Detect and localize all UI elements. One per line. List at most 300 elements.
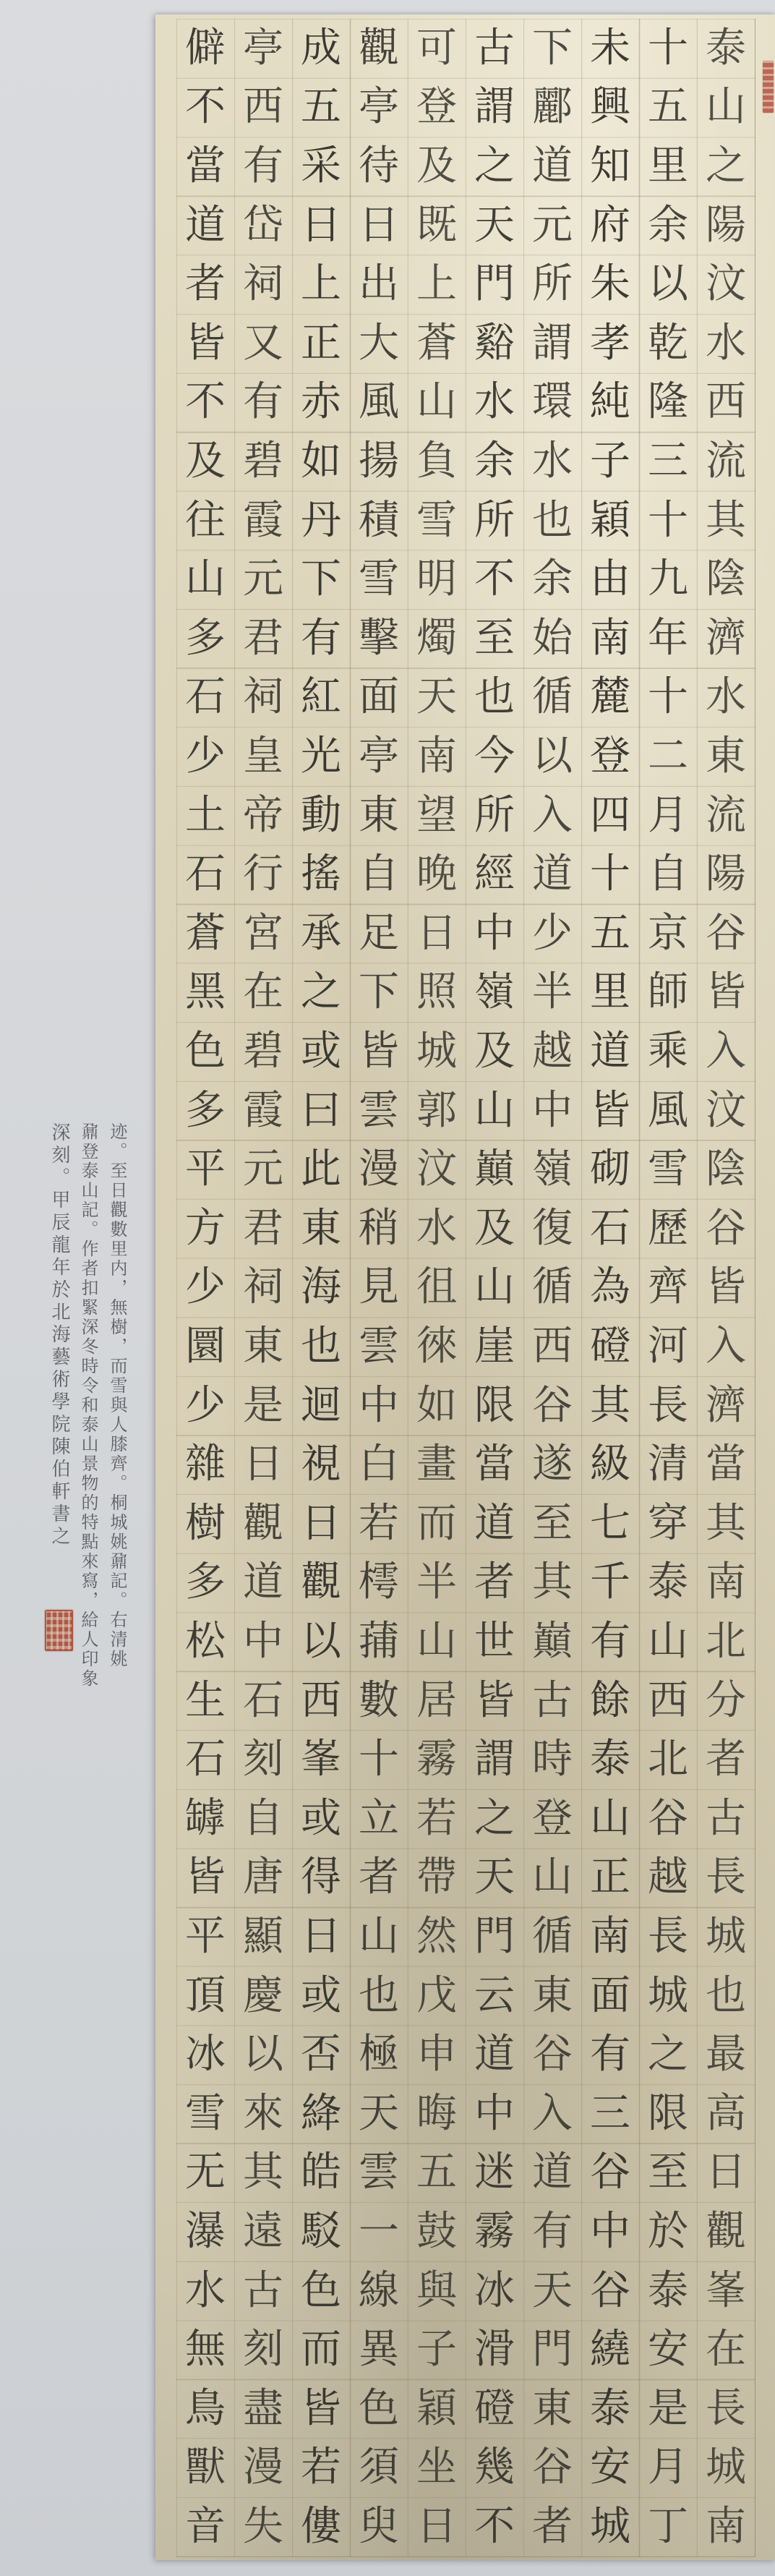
calligraphy-char-cell: 世 bbox=[474, 1617, 515, 1665]
calligraphy-char-cell: 樹 bbox=[185, 1499, 226, 1547]
calligraphy-char-cell: 限 bbox=[648, 2089, 688, 2137]
calligraphy-char-cell: 陽 bbox=[706, 201, 746, 249]
calligraphy-char-cell: 雪 bbox=[185, 2089, 226, 2137]
calligraphy-char-cell: 東 bbox=[706, 732, 746, 780]
calligraphy-char-cell: 生 bbox=[185, 1676, 226, 1724]
calligraphy-char-cell: 石 bbox=[590, 1204, 630, 1252]
calligraphy-char-cell: 動 bbox=[301, 791, 341, 839]
calligraphy-char-cell: 其 bbox=[243, 2149, 283, 2196]
calligraphy-char-cell: 出 bbox=[359, 260, 399, 308]
calligraphy-char-cell: 徠 bbox=[416, 1322, 457, 1370]
calligraphy-char-cell: 穿 bbox=[648, 1499, 688, 1547]
calligraphy-char-cell: 谷 bbox=[532, 2444, 573, 2491]
calligraphy-char-cell: 下 bbox=[359, 968, 399, 1016]
calligraphy-char-cell: 或 bbox=[301, 1971, 341, 2019]
calligraphy-char-cell: 頂 bbox=[185, 1971, 226, 2019]
calligraphy-char-cell: 漫 bbox=[359, 1146, 399, 1193]
calligraphy-char-cell: 峯 bbox=[706, 2266, 746, 2314]
calligraphy-char-cell: 遂 bbox=[532, 1441, 573, 1488]
calligraphy-char-cell: 漫 bbox=[243, 2444, 283, 2491]
calligraphy-char-cell: 半 bbox=[416, 1558, 457, 1606]
calligraphy-char-cell: 照 bbox=[416, 968, 457, 1016]
calligraphy-char-cell: 山 bbox=[416, 378, 457, 426]
calligraphy-char-cell: 純 bbox=[590, 378, 630, 426]
calligraphy-char-cell: 有 bbox=[590, 1617, 630, 1665]
calligraphy-char-cell: 帝 bbox=[243, 791, 283, 839]
calligraphy-char-cell: 其 bbox=[532, 1558, 573, 1606]
calligraphy-char-cell: 搖 bbox=[301, 850, 341, 898]
calligraphy-char-cell: 君 bbox=[243, 1204, 283, 1252]
calligraphy-char-cell: 望 bbox=[416, 791, 457, 839]
calligraphy-char-cell: 君 bbox=[243, 614, 283, 662]
calligraphy-char-cell: 道 bbox=[532, 142, 573, 189]
calligraphy-char-cell: 罅 bbox=[185, 1794, 226, 1842]
calligraphy-char-cell: 所 bbox=[474, 791, 515, 839]
calligraphy-char-cell: 采 bbox=[301, 142, 341, 189]
calligraphy-char-cell: 無 bbox=[185, 2326, 226, 2374]
calligraphy-char-cell: 面 bbox=[359, 673, 399, 721]
calligraphy-char-cell: 磴 bbox=[590, 1322, 630, 1370]
calligraphy-char-cell: 知 bbox=[590, 142, 630, 189]
calligraphy-char-cell: 天 bbox=[474, 201, 515, 249]
calligraphy-char-cell: 當 bbox=[706, 1441, 746, 1488]
calligraphy-char-cell: 十 bbox=[648, 24, 688, 72]
calligraphy-char-cell: 水 bbox=[416, 1204, 457, 1252]
calligraphy-char-cell: 刻 bbox=[243, 2326, 283, 2374]
calligraphy-char-cell: 崖 bbox=[474, 1322, 515, 1370]
calligraphy-char-cell: 水 bbox=[474, 378, 515, 426]
calligraphy-char-cell: 色 bbox=[185, 1027, 226, 1075]
calligraphy-char-cell: 在 bbox=[706, 2326, 746, 2374]
calligraphy-char-cell: 徂 bbox=[416, 1263, 457, 1311]
calligraphy-char-cell: 刻 bbox=[243, 1736, 283, 1783]
calligraphy-char-cell: 在 bbox=[243, 968, 283, 1016]
calligraphy-char-cell: 七 bbox=[590, 1499, 630, 1547]
colophon-column-2: 鼐登泰山記。作者扣緊深冬時令和泰山景物的特點來寫，給人印象 bbox=[78, 1122, 98, 1689]
calligraphy-char-cell: 天 bbox=[416, 673, 457, 721]
text-column-5 bbox=[466, 19, 523, 2556]
calligraphy-char-cell: 酈 bbox=[532, 83, 573, 131]
calligraphy-char-cell: 水 bbox=[185, 2266, 226, 2314]
calligraphy-char-cell: 隆 bbox=[648, 378, 688, 426]
calligraphy-char-cell: 城 bbox=[648, 1971, 688, 2019]
calligraphy-char-cell: 磴 bbox=[474, 2384, 515, 2432]
calligraphy-char-cell: 上 bbox=[416, 260, 457, 308]
calligraphy-char-cell: 不 bbox=[185, 83, 226, 131]
calligraphy-char-cell: 所 bbox=[532, 260, 573, 308]
calligraphy-char-cell: 不 bbox=[185, 378, 226, 426]
calligraphy-char-cell: 南 bbox=[706, 2502, 746, 2550]
calligraphy-char-cell: 清 bbox=[648, 1441, 688, 1488]
calligraphy-char-cell: 城 bbox=[706, 2444, 746, 2491]
calligraphy-char-cell: 色 bbox=[301, 2266, 341, 2314]
calligraphy-char-cell: 皆 bbox=[185, 1854, 226, 1901]
calligraphy-char-cell: 泰 bbox=[648, 1558, 688, 1606]
calligraphy-char-cell: 成 bbox=[301, 24, 341, 72]
calligraphy-char-cell: 經 bbox=[474, 850, 515, 898]
calligraphy-char-cell: 郭 bbox=[416, 1086, 457, 1134]
calligraphy-char-cell: 師 bbox=[648, 968, 688, 1016]
calligraphy-char-cell: 谷 bbox=[706, 909, 746, 957]
calligraphy-char-cell: 不 bbox=[474, 555, 515, 603]
calligraphy-char-cell: 其 bbox=[706, 1499, 746, 1547]
calligraphy-char-cell: 丹 bbox=[301, 496, 341, 544]
calligraphy-char-cell: 觀 bbox=[706, 2207, 746, 2255]
calligraphy-char-cell: 日 bbox=[416, 909, 457, 957]
calligraphy-char-cell: 面 bbox=[590, 1971, 630, 2019]
calligraphy-char-cell: 亭 bbox=[359, 732, 399, 780]
text-column-4 bbox=[523, 19, 581, 2556]
calligraphy-char-cell: 赤 bbox=[301, 378, 341, 426]
calligraphy-char-cell: 十 bbox=[648, 496, 688, 544]
calligraphy-char-cell: 十 bbox=[590, 850, 630, 898]
calligraphy-char-cell: 中 bbox=[532, 1086, 573, 1134]
calligraphy-char-cell: 而 bbox=[301, 2326, 341, 2374]
calligraphy-char-cell: 四 bbox=[590, 791, 630, 839]
calligraphy-char-cell: 慶 bbox=[243, 1971, 283, 2019]
calligraphy-char-cell: 濟 bbox=[706, 1381, 746, 1429]
calligraphy-char-cell: 山 bbox=[359, 1912, 399, 1960]
calligraphy-char-cell: 谷 bbox=[532, 2031, 573, 2078]
calligraphy-char-cell: 是 bbox=[243, 1381, 283, 1429]
calligraphy-char-cell: 明 bbox=[416, 555, 457, 603]
text-column-7 bbox=[350, 19, 408, 2556]
calligraphy-char-cell: 者 bbox=[359, 1854, 399, 1901]
calligraphy-char-cell: 正 bbox=[590, 1854, 630, 1901]
calligraphy-char-cell: 谷 bbox=[648, 1794, 688, 1842]
calligraphy-char-cell: 坐 bbox=[416, 2444, 457, 2491]
calligraphy-char-cell: 中 bbox=[243, 1617, 283, 1665]
calligraphy-char-cell: 三 bbox=[648, 437, 688, 485]
calligraphy-char-cell: 泰 bbox=[706, 24, 746, 72]
calligraphy-char-cell: 至 bbox=[532, 1499, 573, 1547]
calligraphy-char-cell: 由 bbox=[590, 555, 630, 603]
calligraphy-char-cell: 始 bbox=[532, 614, 573, 662]
calligraphy-char-cell: 樗 bbox=[359, 1558, 399, 1606]
calligraphy-char-cell: 曰 bbox=[301, 1086, 341, 1134]
calligraphy-char-cell: 西 bbox=[532, 1322, 573, 1370]
calligraphy-char-cell: 峯 bbox=[301, 1736, 341, 1783]
calligraphy-char-cell: 長 bbox=[648, 1912, 688, 1960]
calligraphy-char-cell: 子 bbox=[416, 2326, 457, 2374]
calligraphy-char-cell: 之 bbox=[706, 142, 746, 189]
calligraphy-char-cell: 石 bbox=[185, 673, 226, 721]
calligraphy-char-cell: 月 bbox=[648, 791, 688, 839]
calligraphy-char-cell: 觀 bbox=[301, 1558, 341, 1606]
calligraphy-char-cell: 雜 bbox=[185, 1441, 226, 1488]
calligraphy-char-cell: 自 bbox=[359, 850, 399, 898]
calligraphy-char-cell: 有 bbox=[532, 2207, 573, 2255]
calligraphy-char-cell: 戊 bbox=[416, 1971, 457, 2019]
calligraphy-char-cell: 下 bbox=[301, 555, 341, 603]
calligraphy-char-cell: 月 bbox=[648, 2444, 688, 2491]
calligraphy-char-cell: 而 bbox=[416, 1499, 457, 1547]
calligraphy-char-cell: 海 bbox=[301, 1263, 341, 1311]
calligraphy-char-cell: 千 bbox=[590, 1558, 630, 1606]
calligraphy-char-cell: 蒼 bbox=[185, 909, 226, 957]
calligraphy-char-cell: 十 bbox=[648, 673, 688, 721]
calligraphy-char-cell: 西 bbox=[648, 1676, 688, 1724]
calligraphy-char-cell: 水 bbox=[706, 673, 746, 721]
calligraphy-char-cell: 道 bbox=[474, 2031, 515, 2078]
calligraphy-char-cell: 級 bbox=[590, 1441, 630, 1488]
calligraphy-char-cell: 汶 bbox=[416, 1146, 457, 1193]
calligraphy-char-cell: 觀 bbox=[359, 24, 399, 72]
calligraphy-char-cell: 若 bbox=[359, 1499, 399, 1547]
calligraphy-char-cell: 不 bbox=[474, 2502, 515, 2550]
calligraphy-char-cell: 水 bbox=[706, 319, 746, 367]
calligraphy-char-cell: 幾 bbox=[474, 2444, 515, 2491]
calligraphy-char-cell: 燭 bbox=[416, 614, 457, 662]
calligraphy-char-cell: 亭 bbox=[359, 83, 399, 131]
calligraphy-char-cell: 谿 bbox=[474, 319, 515, 367]
calligraphy-char-cell: 也 bbox=[301, 1322, 341, 1370]
calligraphy-char-cell: 巔 bbox=[532, 1617, 573, 1665]
calligraphy-char-cell: 也 bbox=[706, 1971, 746, 2019]
calligraphy-char-cell: 霧 bbox=[416, 1736, 457, 1783]
calligraphy-char-cell: 稍 bbox=[359, 1204, 399, 1252]
calligraphy-char-cell: 穎 bbox=[590, 496, 630, 544]
calligraphy-char-cell: 道 bbox=[185, 201, 226, 249]
calligraphy-char-cell: 无 bbox=[185, 2149, 226, 2196]
calligraphy-char-cell: 或 bbox=[301, 1027, 341, 1075]
calligraphy-char-cell: 歷 bbox=[648, 1204, 688, 1252]
calligraphy-char-cell: 正 bbox=[301, 319, 341, 367]
calligraphy-char-cell: 少 bbox=[185, 732, 226, 780]
calligraphy-char-cell: 嶺 bbox=[474, 968, 515, 1016]
calligraphy-char-cell: 三 bbox=[590, 2089, 630, 2137]
text-column-9 bbox=[234, 19, 292, 2556]
calligraphy-char-cell: 可 bbox=[416, 24, 457, 72]
calligraphy-char-cell: 南 bbox=[416, 732, 457, 780]
calligraphy-char-cell: 負 bbox=[416, 437, 457, 485]
calligraphy-char-cell: 谷 bbox=[590, 2149, 630, 2196]
calligraphy-char-cell: 高 bbox=[706, 2089, 746, 2137]
calligraphy-char-cell: 日 bbox=[243, 1441, 283, 1488]
calligraphy-char-cell: 長 bbox=[648, 1381, 688, 1429]
calligraphy-char-cell: 立 bbox=[359, 1794, 399, 1842]
calligraphy-char-cell: 雲 bbox=[359, 2149, 399, 2196]
calligraphy-char-cell: 得 bbox=[301, 1854, 341, 1901]
calligraphy-char-cell: 圜 bbox=[185, 1322, 226, 1370]
calligraphy-char-cell: 余 bbox=[648, 201, 688, 249]
calligraphy-char-cell: 東 bbox=[301, 1204, 341, 1252]
calligraphy-char-cell: 五 bbox=[301, 83, 341, 131]
calligraphy-char-cell: 河 bbox=[648, 1322, 688, 1370]
calligraphy-char-cell: 孝 bbox=[590, 319, 630, 367]
calligraphy-char-cell: 其 bbox=[590, 1381, 630, 1429]
calligraphy-char-cell: 皆 bbox=[706, 968, 746, 1016]
calligraphy-char-cell: 當 bbox=[185, 142, 226, 189]
calligraphy-char-cell: 里 bbox=[648, 142, 688, 189]
calligraphy-char-cell: 光 bbox=[301, 732, 341, 780]
text-column-3 bbox=[581, 19, 639, 2556]
calligraphy-char-cell: 及 bbox=[474, 1027, 515, 1075]
calligraphy-char-cell: 黑 bbox=[185, 968, 226, 1016]
calligraphy-char-cell: 西 bbox=[243, 83, 283, 131]
calligraphy-char-cell: 有 bbox=[590, 2031, 630, 2078]
calligraphy-char-cell: 谷 bbox=[706, 1204, 746, 1252]
calligraphy-char-cell: 謂 bbox=[532, 319, 573, 367]
calligraphy-char-cell: 齊 bbox=[648, 1263, 688, 1311]
calligraphy-char-cell: 府 bbox=[590, 201, 630, 249]
calligraphy-char-cell: 謂 bbox=[474, 1736, 515, 1783]
calligraphy-char-cell: 流 bbox=[706, 437, 746, 485]
calligraphy-char-cell: 若 bbox=[301, 2444, 341, 2491]
calligraphy-char-cell: 居 bbox=[416, 1676, 457, 1724]
artist-seal bbox=[45, 1610, 73, 1651]
calligraphy-char-cell: 未 bbox=[590, 24, 630, 72]
calligraphy-char-cell: 及 bbox=[185, 437, 226, 485]
calligraphy-char-cell: 穎 bbox=[416, 2384, 457, 2432]
calligraphy-char-cell: 皆 bbox=[474, 1676, 515, 1724]
calligraphy-char-cell: 若 bbox=[416, 1794, 457, 1842]
calligraphy-char-cell: 東 bbox=[359, 791, 399, 839]
calligraphy-char-cell: 鼓 bbox=[416, 2207, 457, 2255]
calligraphy-char-cell: 中 bbox=[474, 2089, 515, 2137]
calligraphy-char-cell: 獸 bbox=[185, 2444, 226, 2491]
calligraphy-char-cell: 泰 bbox=[590, 2384, 630, 2432]
calligraphy-char-cell: 皆 bbox=[590, 1086, 630, 1134]
calligraphy-char-cell: 山 bbox=[474, 1263, 515, 1311]
calligraphy-char-cell: 天 bbox=[359, 2089, 399, 2137]
calligraphy-char-cell: 南 bbox=[590, 1912, 630, 1960]
text-grid bbox=[176, 19, 755, 2557]
calligraphy-char-cell: 入 bbox=[706, 1027, 746, 1075]
calligraphy-char-cell: 者 bbox=[474, 1558, 515, 1606]
calligraphy-char-cell: 祠 bbox=[243, 1263, 283, 1311]
calligraphy-char-cell: 皆 bbox=[359, 1027, 399, 1075]
calligraphy-char-cell: 谷 bbox=[532, 1381, 573, 1429]
calligraphy-char-cell: 五 bbox=[416, 2149, 457, 2196]
calligraphy-char-cell: 道 bbox=[243, 1558, 283, 1606]
text-column-1 bbox=[697, 19, 755, 2556]
calligraphy-char-cell: 流 bbox=[706, 791, 746, 839]
calligraphy-char-cell: 積 bbox=[359, 496, 399, 544]
calligraphy-char-cell: 道 bbox=[532, 850, 573, 898]
calligraphy-char-cell: 日 bbox=[359, 201, 399, 249]
calligraphy-char-cell: 長 bbox=[706, 2384, 746, 2432]
calligraphy-char-cell: 也 bbox=[474, 673, 515, 721]
calligraphy-char-cell: 云 bbox=[474, 1971, 515, 2019]
calligraphy-char-cell: 循 bbox=[532, 673, 573, 721]
calligraphy-char-cell: 紅 bbox=[301, 673, 341, 721]
calligraphy-char-cell: 其 bbox=[706, 496, 746, 544]
calligraphy-char-cell: 日 bbox=[301, 201, 341, 249]
calligraphy-char-cell: 西 bbox=[706, 378, 746, 426]
calligraphy-char-cell: 往 bbox=[185, 496, 226, 544]
calligraphy-char-cell: 承 bbox=[301, 909, 341, 957]
calligraphy-char-cell: 及 bbox=[474, 1204, 515, 1252]
calligraphy-char-cell: 巔 bbox=[474, 1146, 515, 1193]
calligraphy-char-cell: 最 bbox=[706, 2031, 746, 2078]
calligraphy-char-cell: 東 bbox=[532, 2384, 573, 2432]
calligraphy-char-cell: 朱 bbox=[590, 260, 630, 308]
calligraphy-char-cell: 天 bbox=[474, 1854, 515, 1901]
calligraphy-char-cell: 京 bbox=[648, 909, 688, 957]
calligraphy-char-cell: 道 bbox=[532, 2149, 573, 2196]
calligraphy-char-cell: 陰 bbox=[706, 1146, 746, 1193]
calligraphy-char-cell: 足 bbox=[359, 909, 399, 957]
calligraphy-char-cell: 盡 bbox=[243, 2384, 283, 2432]
calligraphy-char-cell: 二 bbox=[648, 732, 688, 780]
calligraphy-char-cell: 麓 bbox=[590, 673, 630, 721]
calligraphy-char-cell: 余 bbox=[474, 437, 515, 485]
text-column-10 bbox=[176, 19, 234, 2556]
calligraphy-char-cell: 如 bbox=[416, 1381, 457, 1429]
calligraphy-char-cell: 此 bbox=[301, 1146, 341, 1193]
calligraphy-char-cell: 長 bbox=[706, 1854, 746, 1901]
calligraphy-char-cell: 山 bbox=[532, 1854, 573, 1901]
calligraphy-char-cell: 異 bbox=[359, 2326, 399, 2374]
colophon-column-1: 迹。至日觀數里内，無樹，而雪與人膝齊。桐城姚鼐記。右清姚 bbox=[107, 1122, 127, 1669]
calligraphy-char-cell: 道 bbox=[474, 1499, 515, 1547]
calligraphy-char-cell: 陰 bbox=[706, 555, 746, 603]
calligraphy-char-cell: 北 bbox=[648, 1736, 688, 1783]
calligraphy-char-cell: 中 bbox=[359, 1381, 399, 1429]
calligraphy-char-cell: 泰 bbox=[648, 2266, 688, 2314]
calligraphy-char-cell: 唐 bbox=[243, 1854, 283, 1901]
calligraphy-char-cell: 之 bbox=[648, 2031, 688, 2078]
calligraphy-char-cell: 為 bbox=[590, 1263, 630, 1311]
calligraphy-char-cell: 谷 bbox=[590, 2266, 630, 2314]
calligraphy-char-cell: 臾 bbox=[359, 2502, 399, 2550]
calligraphy-char-cell: 帶 bbox=[416, 1854, 457, 1901]
calligraphy-char-cell: 門 bbox=[474, 1912, 515, 1960]
calligraphy-char-cell: 申 bbox=[416, 2031, 457, 2078]
calligraphy-char-cell: 僂 bbox=[301, 2502, 341, 2550]
calligraphy-char-cell: 自 bbox=[243, 1794, 283, 1842]
calligraphy-char-cell: 限 bbox=[474, 1381, 515, 1429]
calligraphy-char-cell: 半 bbox=[532, 968, 573, 1016]
calligraphy-char-cell: 岱 bbox=[243, 201, 283, 249]
calligraphy-char-cell: 畫 bbox=[416, 1441, 457, 1488]
calligraphy-char-cell: 北 bbox=[706, 1617, 746, 1665]
calligraphy-char-cell: 山 bbox=[590, 1794, 630, 1842]
calligraphy-char-cell: 冰 bbox=[185, 2031, 226, 2078]
calligraphy-char-cell: 然 bbox=[416, 1912, 457, 1960]
calligraphy-char-cell: 皇 bbox=[243, 732, 283, 780]
calligraphy-char-cell: 平 bbox=[185, 1912, 226, 1960]
calligraphy-paper bbox=[155, 14, 775, 2560]
calligraphy-char-cell: 碧 bbox=[243, 1027, 283, 1075]
calligraphy-char-cell: 僻 bbox=[185, 24, 226, 72]
calligraphy-char-cell: 南 bbox=[706, 1558, 746, 1606]
calligraphy-char-cell: 既 bbox=[416, 201, 457, 249]
calligraphy-char-cell: 山 bbox=[474, 1086, 515, 1134]
calligraphy-char-cell: 之 bbox=[474, 142, 515, 189]
calligraphy-char-cell: 門 bbox=[474, 260, 515, 308]
calligraphy-char-cell: 皆 bbox=[185, 319, 226, 367]
calligraphy-char-cell: 登 bbox=[416, 83, 457, 131]
calligraphy-char-cell: 山 bbox=[185, 555, 226, 603]
calligraphy-char-cell: 安 bbox=[648, 2326, 688, 2374]
calligraphy-char-cell: 遠 bbox=[243, 2207, 283, 2255]
calligraphy-char-cell: 子 bbox=[590, 437, 630, 485]
calligraphy-char-cell: 擊 bbox=[359, 614, 399, 662]
calligraphy-char-cell: 所 bbox=[474, 496, 515, 544]
calligraphy-char-cell: 方 bbox=[185, 1204, 226, 1252]
colophon-column-3-signature: 深刻。甲辰龍年於北海藝術學院陳伯軒書之 bbox=[48, 1122, 70, 1548]
calligraphy-char-cell: 門 bbox=[532, 2326, 573, 2374]
calligraphy-char-cell: 否 bbox=[301, 2031, 341, 2078]
calligraphy-char-cell: 石 bbox=[243, 1676, 283, 1724]
calligraphy-char-cell: 宮 bbox=[243, 909, 283, 957]
calligraphy-char-cell: 乘 bbox=[648, 1027, 688, 1075]
calligraphy-char-cell: 丁 bbox=[648, 2502, 688, 2550]
calligraphy-char-cell: 至 bbox=[474, 614, 515, 662]
calligraphy-char-cell: 如 bbox=[301, 437, 341, 485]
